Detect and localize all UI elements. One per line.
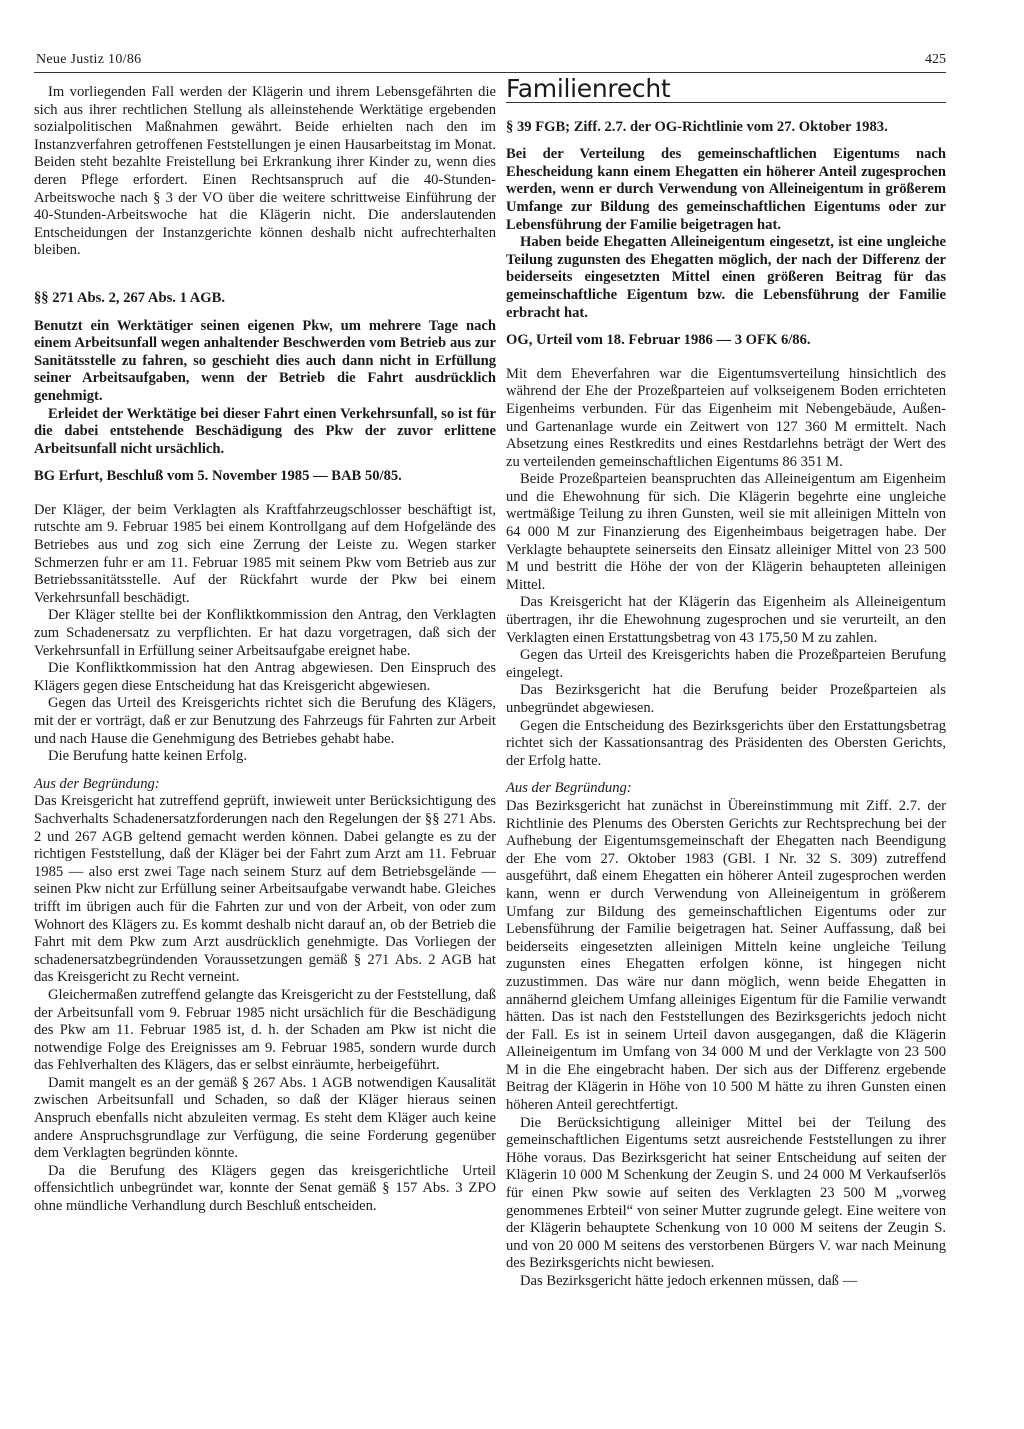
body-paragraph: Das Bezirksgericht hat die Berufung beider Prozeßparteien als unbegründet abgewiesen. [506,682,946,716]
body-paragraph: Die Berufung hatte keinen Erfolg. [48,748,247,765]
body-paragraph: Gegen das Urteil des Kreisgerichts haben die Prozeßparteien Berufung eingelegt. [506,647,946,681]
facts-paragraph: Der Kläger, der beim Verklagten als Kraftfahrzeugschlosser beschäftigt ist, rutschte am 9. Februar 1985 bei einem Kontrollgang auf dem Hofgelände des Betriebes aus und zog sich eine Zerrung der Leiste zu. Wegen starker Schmerzen fuhr er am 11. Februar 1985 mit seinem Pkw vom Betrieb aus zur Betriebssanitätsstelle. Auf der Rückfahrt wurde der Pkw bei einem Verkehrsunfall beschädigt. [34,501,496,606]
body-paragraph: Beide Prozeßparteien beanspruchten das Alleineigentum am Eigenheim und die Ehewohnung für sich. Die Klägerin begehrte eine ungleiche wertmäßige Teilung zu ihren Gunsten, weil sie mit alleinigen Mitteln von 64 000 M zur Finanzierung des Eigenheimbaus beigetragen habe. Der Verklagte behauptete seinerseits den Einsatz alleiniger Mittel von 23 500 M und bestritt die Höhe der von der Klägerin behaupteten alleinigen Mittel. [506,471,946,593]
page-number: 425 [925,52,946,67]
body-paragraph: Da die Berufung des Klägers gegen das kreisgerichtliche Urteil offensichtlich unbegründet war, konnte der Senat gemäß § 157 Abs. 3 ZPO ohne mündliche Verhandlung durch Beschluß entscheiden. [34,1162,496,1215]
body-paragraph: Die Berücksichtigung alleiniger Mittel bei der Teilung des gemeinschaftlichen Eigentums setzt ausreichende Feststellungen zu ihrer Höhe voraus. Das Bezirksgericht hat seiner Entscheidung auf seiten der Klägerin 10 000 M Schenkung der Zeugin S. und 24 000 M Verkaufserlös für einen Pkw sowie auf seiten des Verklagten 23 500 M „vorweg genommenes Erbteil“ von seiner Mutter zugrunde gelegt. Eine weitere von der Klägerin behauptete Schenkung von 10 000 M seitens der Zeugin S. und von 20 000 M seitens des verstorbenen Bürgers V. war nach Meinung des Bezirksgerichts nicht bewiesen. [506,1114,946,1272]
body-paragraph: Die Konfliktkommission hat den Antrag abgewiesen. Den Einspruch des Klägers gegen diese Entscheidung hat das Kreisgericht abgewiesen. [34,660,496,694]
case-heading: §§ 271 Abs. 2, 267 Abs. 1 AGB. [34,289,225,306]
headnote-1: Benutzt ein Werktätiger seinen eigenen Pkw, um mehrere Tage nach einem Arbeitsunfall wegen anhaltender Beschwerden vom Betrieb aus zur Sanitätsstelle zu fahren, so geschieht dies auch dann nicht in Erfüllung seiner Arbeitsaufgaben, wenn der Betrieb die Fahrt ausdrücklich genehmigt. [34,317,496,404]
right-column [506,74,946,1291]
body-paragraph: Das Bezirksgericht hat zunächst in Übereinstimmung mit Ziff. 2.7. der Richtlinie des Plenums des Obersten Gerichts zur Rechtsprechung bei der Aufhebung der Eigentumsgemeinschaft der Ehegatten nach Beendigung der Ehe vom 27. Oktober 1983 (GBl. I Nr. 32 S. 309) zutreffend ausgeführt, daß einem Ehegatten ein höherer Anteil zugesprochen werden kann, wenn er durch Verwendung von Alleineigentum in größerem Umfang zur Bildung des gemeinschaftlichen Eigentums oder zur Lebensführung der Familie beigetragen hat. Seiner Auffassung, daß bei beiderseits eingesetzten alleinigen Mitteln keine ungleiche Teilung zugunsten eines Ehegatten erfolgen könne, ist hingegen nicht zuzustimmen. Das wäre nur dann möglich, wenn beide Ehegatten in annähernd gleichem Umfang alleiniges Eigentum für die Familie verwandt hätten. Das ist nach den Feststellungen des Bezirksgerichts jedoch nicht der Fall. Es ist in seinem Urteil davon ausgegangen, daß die Klägerin Alleineigentum im Umfang von 34 000 M und der Verklagte von 23 500 M in die Ehe eingebracht haben. Der sich aus der Differenz ergebende Beitrag der Klägerin in Höhe von 10 500 M hätte zu ihren Gunsten einen höheren Anteil gerechtfertigt. [506,797,946,1114]
running-header [34,50,946,73]
body-paragraph: Damit mangelt es an der gemäß § 267 Abs. 1 AGB notwendigen Kausalität zwischen Arbeitsunfall und Schaden, so daß der Kläger hieraus seinen Anspruch ebenfalls nicht abzuleiten vermag. Es steht dem Kläger auch keine andere Anspruchsgrundlage zur Verfügung, die seine Forderung gegenüber dem Verklagten begründen könnte. [34,1074,496,1162]
court-citation: OG, Urteil vom 18. Februar 1986 — 3 OFK 6/86. [506,332,811,349]
body-paragraph: Das Bezirksgericht hätte jedoch erkennen müssen, daß — [520,1273,858,1289]
court-citation: BG Erfurt, Beschluß vom 5. November 1985 — BAB 50/85. [34,468,402,485]
intro-paragraph: Im vorliegenden Fall werden der Klägerin und ihrem Lebensgefährten die sich aus ihrer rechtlichen Stellung als alleinstehende Werktätige ergebenden sozialpolitischen Maßnahmen gewährt. Beide erhielten nach den im Instanzverfahren getroffenen Feststellungen je einen Hausarbeitstag im Monat. Beiden steht bezahlte Freistellung bei Erkrankung ihrer Kinder zu, wenn dies deren Pflege erfordert. Einen Rechtsanspruch auf die 40-Stunden-Arbeitswoche nach § 3 der VO über die weitere schrittweise Einführung der 40-Stunden-Arbeitswoche hat die Klägerin nicht. Die anderslautenden Entscheidungen der Instanzgerichte können deshalb nicht aufrechterhalten bleiben. [34,84,496,259]
section-title: Familienrecht [506,80,946,103]
body-paragraph: Gleichermaßen zutreffend gelangte das Kreisgericht zu der Feststellung, daß der Arbeitsunfall vom 9. Februar 1985 nicht ursächlich für die Beschädigung des Pkw am 11. Februar 1985 ist, d. h. der Schaden am Pkw ist nicht die notwendige Folge des Ereignisses am 9. Februar 1985, sondern wurde durch das Fehlverhalten des Klägers, das er selbst einräumte, herbeigeführt. [34,986,496,1074]
reasoning-heading: Aus der Begründung: [34,775,160,792]
body-paragraph: Gegen die Entscheidung des Bezirksgerichts über den Erstattungsbetrag richtet sich der Kassationsantrag des Präsidenten des Obersten Gerichts, der Erfolg hatte. [506,717,946,769]
case-heading: § 39 FGB; Ziff. 2.7. der OG-Richtlinie vom 27. Oktober 1983. [506,118,888,135]
body-paragraph: Das Kreisgericht hat zutreffend geprüft, inwieweit unter Berücksichtigung des Sachverhalts Schadenersatzforderungen nach den Regelungen der §§ 271 Abs. 2 und 267 AGB geltend gemacht werden können. Dabei gelangte es zu der richtigen Feststellung, daß der Kläger bei der Fahrt zum Arzt am 11. Februar 1985 — also erst zwei Tage nach seinem Sturz auf dem Betriebsgelände — seinen Pkw nicht zur Erfüllung seiner Arbeitsaufgabe verwandt habe. Gleiches trifft im übrigen auch für die Fahrten zur und von der Arbeit, von oder zum Wohnort des Klägers zu. Es kommt deshalb nicht darauf an, ob der Betrieb die Fahrt mit dem Pkw zum Arzt ausdrücklich genehmigte. Das Vorliegen der schadenersatzbegründenden Voraussetzungen gemäß § 271 Abs. 2 AGB hat das Kreisgericht zu Recht verneint. [34,793,496,986]
headnote-1: Bei der Verteilung des gemeinschaftlichen Eigentums nach Ehescheidung kann einem Ehegatten ein höherer Anteil zugesprochen werden, wenn er durch Verwendung von Alleineigentum in größerem Umfange zur Bildung des gemeinschaftlichen Eigentums oder zur Lebensführung der Familie beigetragen hat. [506,146,946,233]
body-paragraph: Gegen das Urteil des Kreisgerichts richtet sich die Berufung des Klägers, mit der er vorträgt, daß er zur Benutzung des Fahrzeugs für Fahrten zur Arbeit und nach Hause die Genehmigung des Betriebes gehabt habe. [34,695,496,747]
journal-issue: Neue Justiz 10/86 [36,52,142,67]
reasoning-heading: Aus der Begründung: [506,780,632,797]
facts-paragraph: Mit dem Eheverfahren war die Eigentumsverteilung hinsichtlich des während der Ehe der Prozeßparteien auf volkseigenem Boden errichteten Eigenheims verbunden. Für das Eigenheim mit Nebengebäude, Außen- und Gartenanlage wurde ein Zeitwert von 127 360 M ermittelt. Nach Absetzung eines Restkredits und eines Restdarlehns beträgt der Wert des zu verteilenden gemeinschaftlichen Eigentums 86 351 M. [506,365,946,470]
body-paragraph: Der Kläger stellte bei der Konfliktkommission den Antrag, den Verklagten zum Schadenersatz zu verpflichten. Er hat dazu vorgetragen, daß sich der Verkehrsunfall in Erfüllung seiner Arbeitsaufgabe ereignet habe. [34,607,496,659]
headnote-2: Haben beide Ehegatten Alleineigentum eingesetzt, ist eine ungleiche Teilung zugunsten des Ehegatten möglich, der nach der Differenz der beiderseits eingesetzten Mittel einen größeren Beitrag für das gemeinschaftliche Eigentum bzw. die Lebensführung der Familie erbracht hat. [506,234,946,321]
headnote-2: Erleidet der Werktätige bei dieser Fahrt einen Verkehrsunfall, so ist für die dabei entstehende Beschädigung des Pkw der zuvor erlittene Arbeitsunfall nicht ursächlich. [34,405,496,457]
body-paragraph: Das Kreisgericht hat der Klägerin das Eigenheim als Alleineigentum übertragen, ihr die Ehewohnung zugesprochen und sie verurteilt, an den Verklagten einen Erstattungsbetrag von 43 175,50 M zu zahlen. [506,594,946,646]
left-column [34,84,496,1216]
